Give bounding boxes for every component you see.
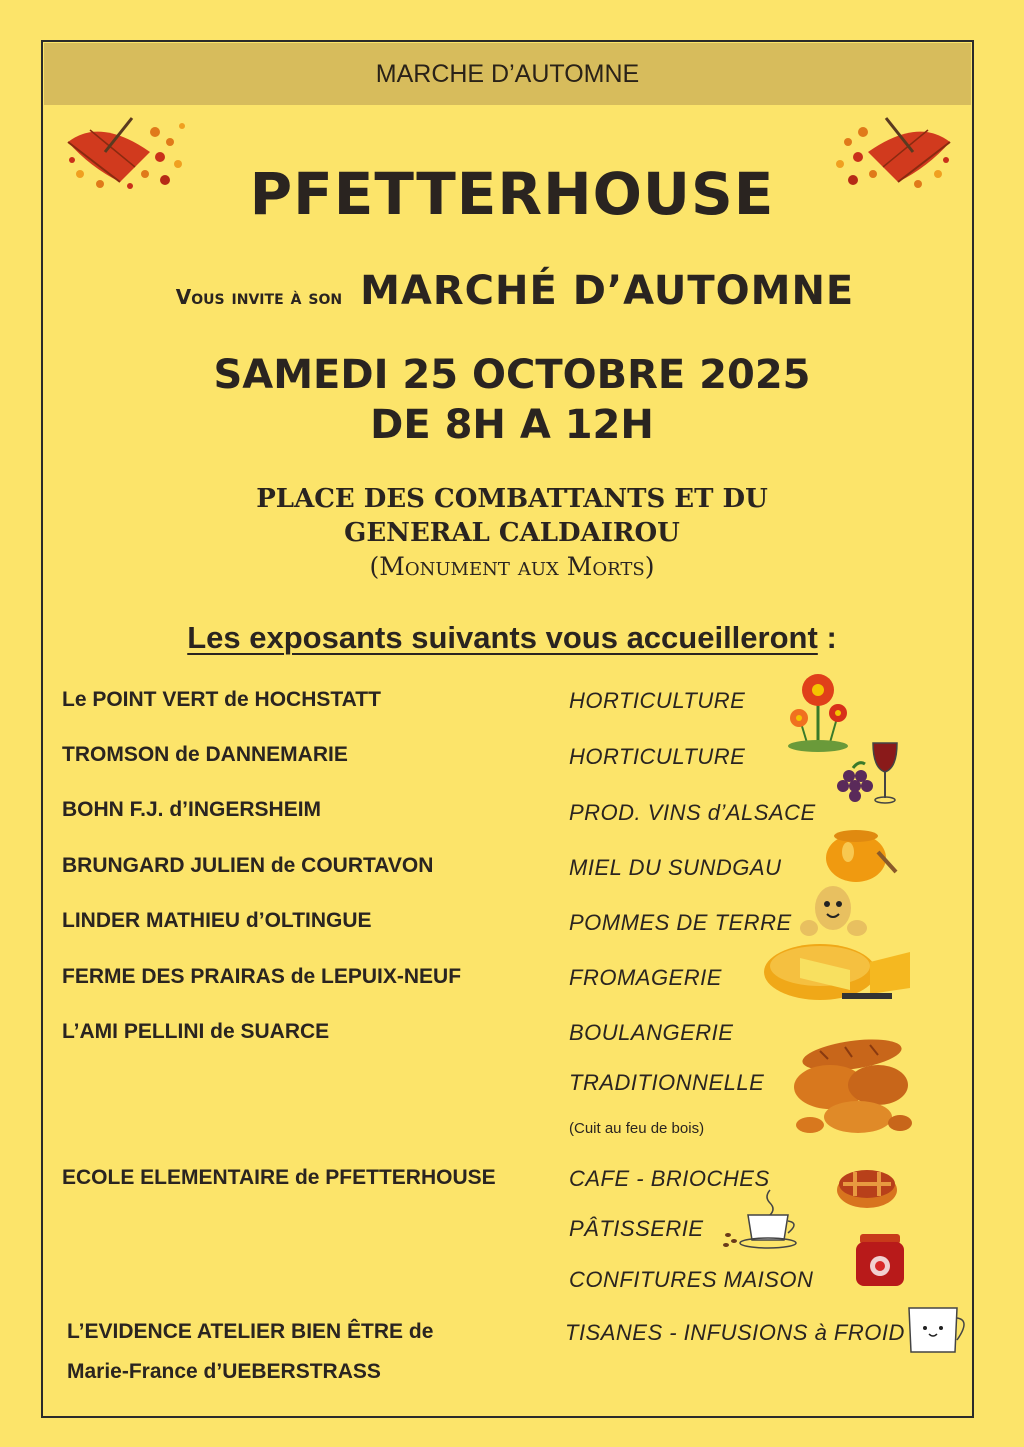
- exhibitor-name: Le POINT VERT de HOCHSTATT: [62, 688, 381, 711]
- exhibitor-category: POMMES DE TERRE: [569, 910, 792, 935]
- town-title: PFETTERHOUSE: [249, 160, 775, 228]
- exhibitor-category: FROMAGERIE: [569, 965, 722, 990]
- exhibitor-name: L’EVIDENCE ATELIER BIEN ÊTRE de: [67, 1320, 434, 1343]
- exhibitors-heading-text: Les exposants suivants vous accueilleront: [187, 620, 818, 655]
- wine-grapes-icon: [835, 738, 900, 808]
- exhibitors-heading-colon: :: [826, 620, 837, 655]
- pie-icon: [835, 1160, 900, 1212]
- invite-text: Vous invite à son: [175, 285, 343, 309]
- exhibitor-name: BRUNGARD JULIEN de COURTAVON: [62, 854, 434, 877]
- cheese-icon: [760, 938, 915, 1010]
- exhibitor-name: BOHN F.J. d’INGERSHEIM: [62, 798, 322, 821]
- exhibitor-category: TISANES - INFUSIONS à FROID: [565, 1320, 905, 1345]
- date-line: SAMEDI 25 OCTOBRE 2025: [213, 352, 811, 398]
- exhibitor-name: Marie-France d’UEBERSTRASS: [67, 1360, 381, 1383]
- jam-jar-icon: [850, 1228, 910, 1290]
- event-name: MARCHÉ D’AUTOMNE: [360, 268, 855, 314]
- event-place: [0, 482, 1024, 584]
- exhibitor-name: FERME DES PRAIRAS de LEPUIX-NEUF: [62, 965, 462, 988]
- exhibitor-category: PÂTISSERIE: [569, 1216, 704, 1241]
- exhibitor-category: MIEL DU SUNDGAU: [569, 855, 782, 880]
- honey-pot-icon: [822, 822, 900, 884]
- event-date: [0, 350, 1024, 450]
- place-line-3: (Monument aux Morts): [369, 552, 655, 581]
- exhibitor-category: HORTICULTURE: [569, 744, 746, 769]
- coffee-cup-icon: [720, 1185, 805, 1255]
- place-line-2: GENERAL CALDAIROU: [344, 518, 680, 548]
- exhibitor-category: TRADITIONNELLE: [569, 1070, 765, 1095]
- exhibitor-category: CONFITURES MAISON: [569, 1267, 814, 1292]
- exhibitor-category: CAFE - BRIOCHES: [569, 1166, 770, 1191]
- exhibitor-category: PROD. VINS d’ALSACE: [569, 800, 816, 825]
- exhibitor-category: HORTICULTURE: [569, 688, 746, 713]
- mug-icon: [903, 1300, 973, 1360]
- top-banner: MARCHE D’AUTOMNE: [44, 43, 971, 105]
- exhibitor-note: (Cuit au feu de bois): [569, 1120, 705, 1137]
- exhibitor-category: BOULANGERIE: [569, 1020, 734, 1045]
- exhibitor-name: TROMSON de DANNEMARIE: [62, 743, 348, 766]
- exhibitor-name: ECOLE ELEMENTAIRE de PFETTERHOUSE: [62, 1166, 496, 1189]
- potato-icon: [795, 880, 875, 940]
- exhibitor-name: L’AMI PELLINI de SUARCE: [62, 1020, 330, 1043]
- bread-icon: [790, 1025, 915, 1140]
- exhibitors-heading: [0, 620, 1024, 656]
- place-line-1: PLACE DES COMBATTANTS ET DU: [256, 484, 768, 514]
- time-line: DE 8H A 12H: [370, 402, 654, 448]
- invite-line: [60, 268, 970, 314]
- exhibitor-name: LINDER MATHIEU d’OLTINGUE: [62, 909, 372, 932]
